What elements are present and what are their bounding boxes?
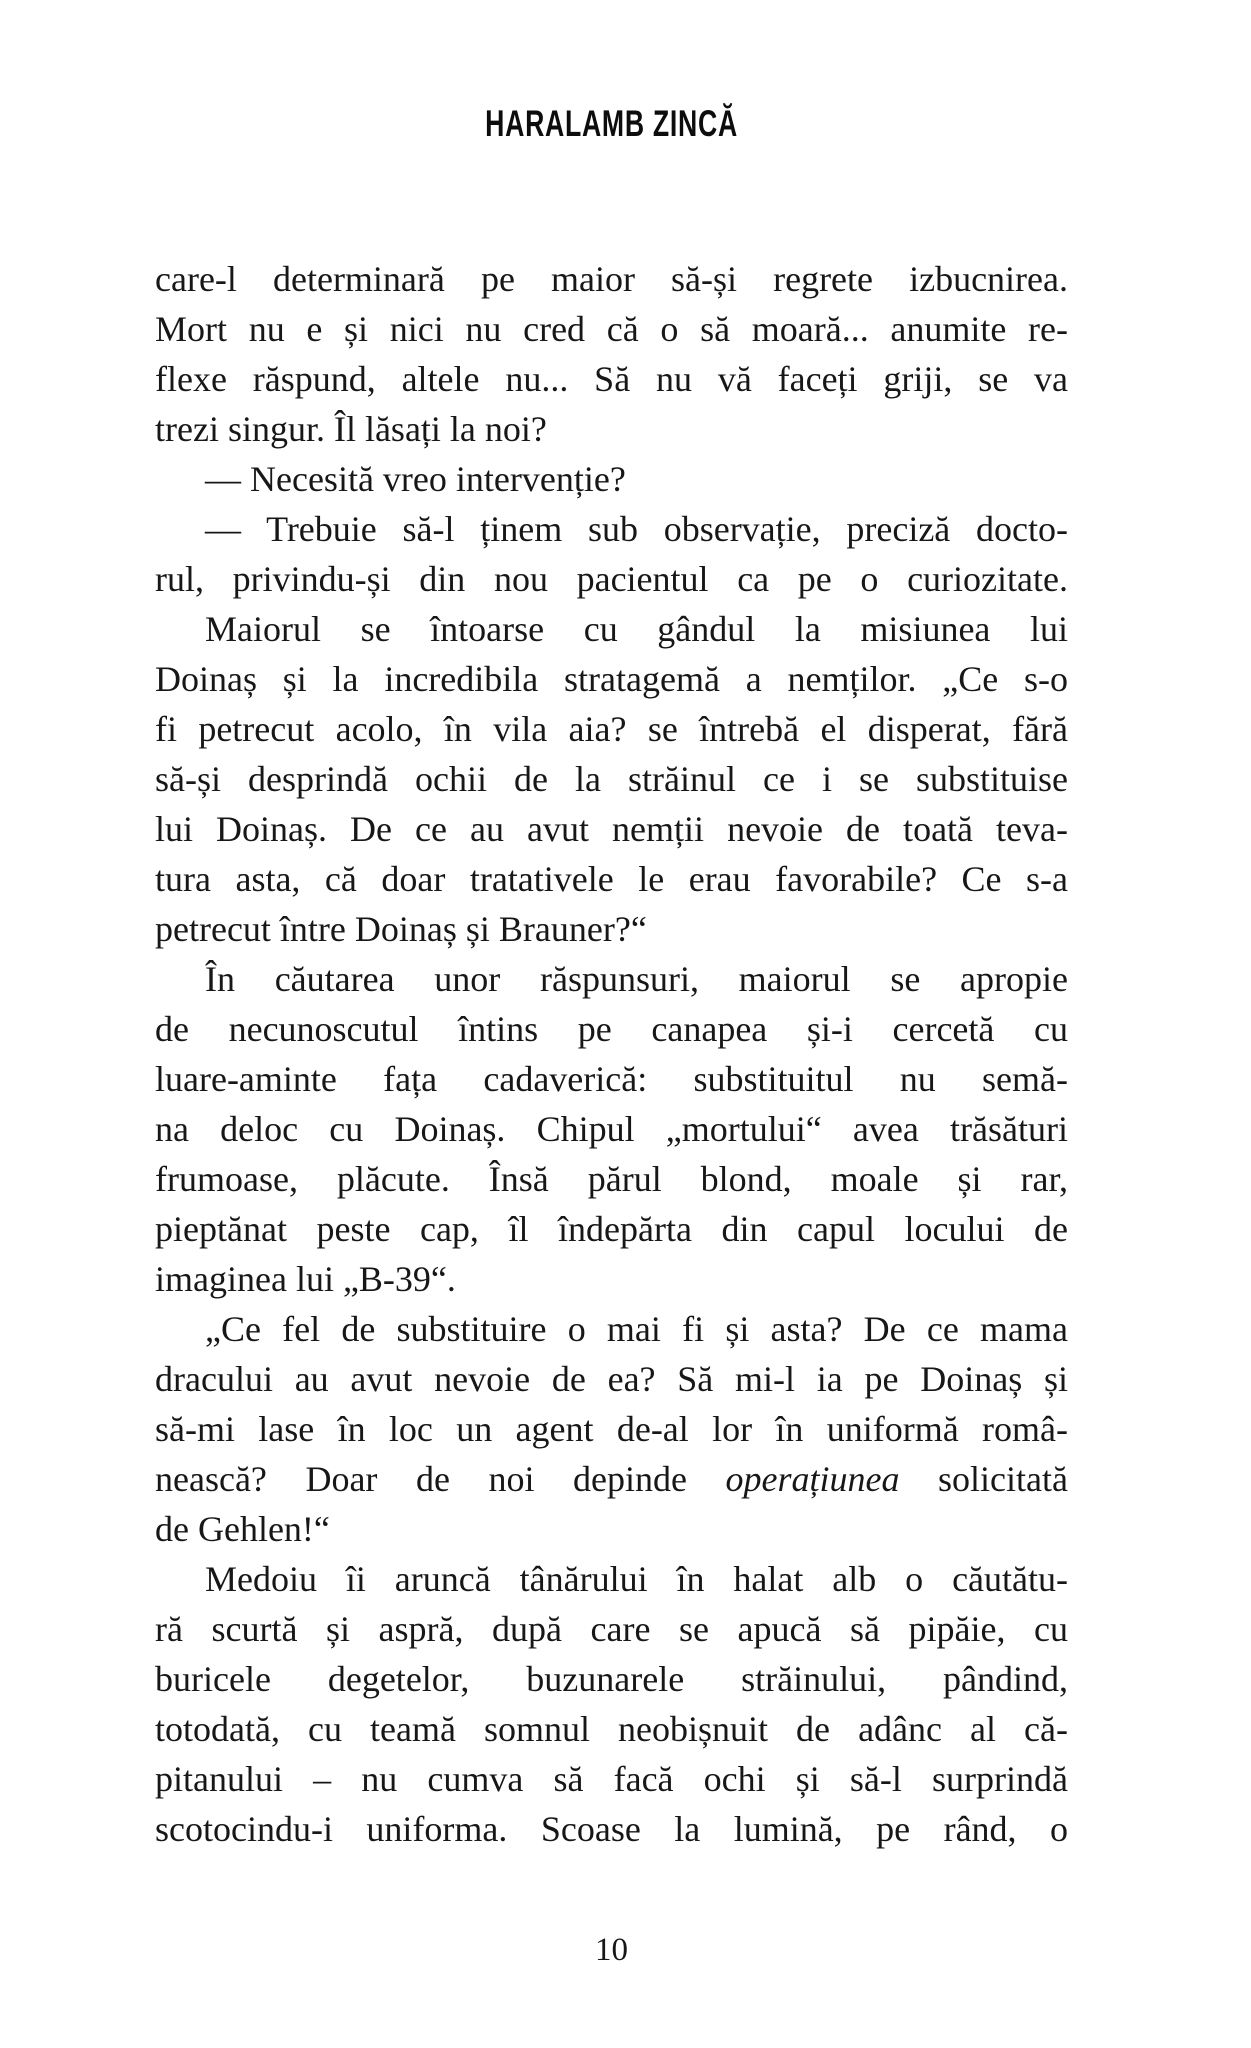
author-header-text: HARALAMB ZINCĂ <box>485 103 738 144</box>
text-line <box>155 854 1068 904</box>
text-segment: Medoiu îi aruncă tânărului în halat alb o căutătu- <box>205 1559 1068 1599</box>
text-line <box>155 1204 1068 1254</box>
text-segment: petrecut între Doinaș și Brauner?“ <box>155 909 647 949</box>
page-number: 10 <box>595 1932 628 1968</box>
text-segment: — Necesită vreo intervenție? <box>205 459 626 499</box>
text-line <box>155 1754 1068 1804</box>
text-segment: ră scurtă și aspră, după care se apucă să pipăie, cu <box>155 1609 1068 1649</box>
text-segment: buricele degetelor, buzunarele străinului, pândind, <box>155 1659 1068 1699</box>
text-segment: na deloc cu Doinaș. Chipul „mortului“ avea trăsături <box>155 1109 1068 1149</box>
text-line <box>155 1154 1068 1204</box>
text-line <box>155 904 1068 954</box>
text-line <box>155 1304 1068 1354</box>
text-line <box>155 1104 1068 1154</box>
text-segment: de Gehlen!“ <box>155 1509 330 1549</box>
text-line <box>155 1704 1068 1754</box>
body-text <box>155 254 1068 1854</box>
text-line <box>155 1604 1068 1654</box>
text-segment: fi petrecut acolo, în vila aia? se întrebă el disperat, fără <box>155 709 1068 749</box>
text-line <box>155 1804 1068 1854</box>
text-segment: lui Doinaș. De ce au avut nemții nevoie de toată teva- <box>155 809 1068 849</box>
text-segment: care-l determinară pe maior să-și regrete izbucnirea. <box>155 259 1068 299</box>
text-segment: pitanului – nu cumva să facă ochi și să-l surprindă <box>155 1759 1068 1799</box>
text-line <box>155 1004 1068 1054</box>
text-segment: În căutarea unor răspunsuri, maiorul se apropie <box>205 959 1068 999</box>
text-segment: Maiorul se întoarse cu gândul la misiunea lui <box>205 609 1068 649</box>
text-line <box>155 504 1068 554</box>
text-line <box>155 354 1068 404</box>
text-segment: nească? Doar de noi depinde <box>155 1459 726 1499</box>
text-segment: luare-aminte fața cadaverică: substituitul nu semă- <box>155 1059 1068 1099</box>
text-segment: să-mi lase în loc un agent de-al lor în uniformă româ- <box>155 1409 1068 1449</box>
text-line <box>155 254 1068 304</box>
text-line <box>155 754 1068 804</box>
text-segment: frumoase, plăcute. Însă părul blond, moale și rar, <box>155 1159 1068 1199</box>
text-line <box>155 1454 1068 1504</box>
author-header <box>155 103 1068 145</box>
text-line <box>155 704 1068 754</box>
text-segment: Mort nu e și nici nu cred că o să moară... anumite re- <box>155 309 1068 349</box>
text-segment: — Trebuie să-l ținem sub observație, preciză docto- <box>205 509 1068 549</box>
text-line <box>155 1254 1068 1304</box>
text-line <box>155 304 1068 354</box>
text-line <box>155 1354 1068 1404</box>
text-line <box>155 554 1068 604</box>
text-line <box>155 1404 1068 1454</box>
text-line <box>155 404 1068 454</box>
text-segment: de necunoscutul întins pe canapea și-i cercetă cu <box>155 1009 1068 1049</box>
text-segment: totodată, cu teamă somnul neobișnuit de adânc al că- <box>155 1709 1068 1749</box>
text-line <box>155 1504 1068 1554</box>
text-segment: „Ce fel de substituire o mai fi și asta? De ce mama <box>205 1309 1068 1349</box>
text-segment: trezi singur. Îl lăsați la noi? <box>155 409 547 449</box>
text-segment-italic: operațiunea <box>725 1459 900 1499</box>
text-segment: pieptănat peste cap, îl îndepărta din capul locului de <box>155 1209 1068 1249</box>
text-line <box>155 604 1068 654</box>
text-line <box>155 1654 1068 1704</box>
text-segment: scotocindu-i uniforma. Scoase la lumină, pe rând, o <box>155 1809 1068 1849</box>
text-segment: flexe răspund, altele nu... Să nu vă faceți griji, se va <box>155 359 1068 399</box>
text-line <box>155 954 1068 1004</box>
text-segment: imaginea lui „B-39“. <box>155 1259 456 1299</box>
text-segment: Doinaș și la incredibila stratagemă a nemților. „Ce s-o <box>155 659 1068 699</box>
text-line <box>155 1054 1068 1104</box>
text-segment: dracului au avut nevoie de ea? Să mi-l ia pe Doinaș și <box>155 1359 1068 1399</box>
text-segment: tura asta, că doar tratativele le erau favorabile? Ce s-a <box>155 859 1068 899</box>
text-line <box>155 654 1068 704</box>
text-line <box>155 804 1068 854</box>
text-segment: solicitată <box>899 1459 1068 1499</box>
text-segment: rul, privindu-și din nou pacientul ca pe o curiozitate. <box>155 559 1068 599</box>
text-segment: să-și desprindă ochii de la străinul ce i se substituise <box>155 759 1068 799</box>
text-line <box>155 454 1068 504</box>
text-line <box>155 1554 1068 1604</box>
